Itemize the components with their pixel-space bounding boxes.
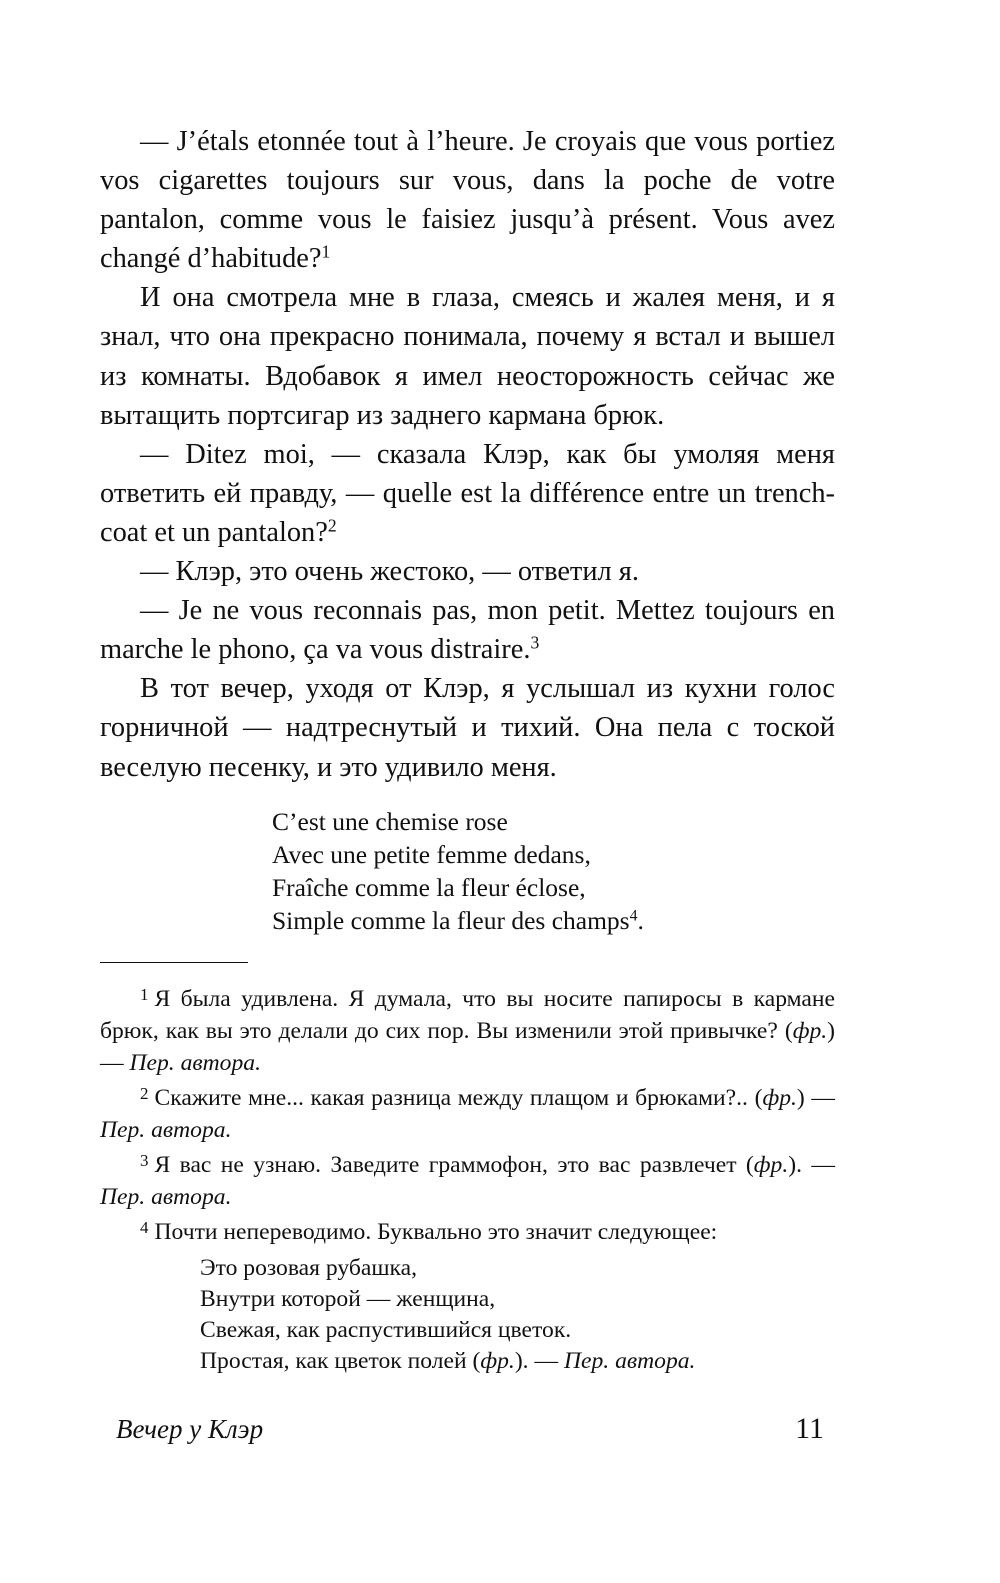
- footnote-4: $^4$ Почти непереводимо. Буквально это значит следующее:: [140, 1217, 718, 1245]
- footnote-ref: 1: [321, 241, 331, 262]
- verse-line: Простая, как цветок полей (фр.). — Пер. автора.: [200, 1348, 696, 1374]
- footnote-2: $^2$ Скажите мне... какая разница между плащом и брюками?.. (фр.) — Пер. автора.: [100, 1083, 835, 1143]
- paragraph: — Ditez moi, — сказала Клэр, как бы умоляя меня ответить ей правду, — quelle est la différence entre un trench-coat et un pantalon?$^2$: [100, 438, 835, 548]
- footnote-ref: 2: [327, 515, 337, 536]
- main-text: [100, 122, 835, 787]
- paragraph: В тот вечер, уходя от Клэр, я услышал из кухни голос горничной — надтреснутый и тихий. Она пела с тоской веселую песенку, и это удивило меня.: [100, 673, 835, 783]
- running-title: Вечер у Клэр: [116, 1414, 264, 1444]
- verse-line: C’est une chemise rose: [272, 807, 508, 836]
- verse-line: Внутри которой — женщина,: [200, 1286, 496, 1312]
- verse-line: Avec une petite femme dedans,: [272, 840, 591, 869]
- footnotes: [100, 983, 835, 1377]
- verse-line: Simple comme la fleur des champs$^4$.: [272, 906, 644, 935]
- paragraph: — Je ne vous reconnais pas, mon petit. Mettez toujours en marche le phono, ça va vous distraire.$^3$: [100, 595, 835, 666]
- footnote-number: 2: [140, 1083, 149, 1103]
- song-verse: [272, 805, 644, 937]
- footnote-ref: 3: [530, 632, 540, 653]
- paragraph: И она смотрела мне в глаза, смеясь и жалея меня, и я знал, что она прекрасно понимала, почему я встал и вышел из комнаты. Вдобавок я имел неосторожность сейчас же вытащить портсигар из заднего кармана брюк.: [100, 282, 835, 431]
- verse-line: Fraîche comme la fleur éclose,: [272, 873, 586, 902]
- verse-line: Это розовая рубашка,: [200, 1255, 417, 1281]
- footnote-1: $^1$ Я была удивлена. Я думала, что вы носите папиросы в кармане брюк, как вы это делали до сих пор. Вы изменили этой привычке? (фр.) — Пер. автора.: [100, 984, 835, 1076]
- footnote-3: $^3$ Я вас не узнаю. Заведите граммофон, это вас развлечет (фр.). — Пер. автора.: [100, 1150, 835, 1210]
- paragraph: — J’étals etonnée tout à l’heure. Je croyais que vous portiez vos cigarettes toujours sur vous, dans la poche de votre pantalon, comme vous le faisiez jusqu’à présent. Vous avez changé d’habitude?$^1$: [100, 126, 835, 275]
- footnote-translation-verse: [200, 1253, 835, 1377]
- verse-line: Свежая, как распустившийся цветок.: [200, 1317, 572, 1343]
- footnote-number: 3: [140, 1150, 149, 1170]
- footnote-number: 4: [140, 1217, 149, 1237]
- page-number: 11: [795, 1412, 824, 1445]
- paragraph: — Клэр, это очень жестоко, — ответил я.: [140, 556, 639, 588]
- footnote-ref: 4: [629, 907, 638, 925]
- footnote-divider: [100, 962, 248, 963]
- footnote-number: 1: [140, 984, 149, 1004]
